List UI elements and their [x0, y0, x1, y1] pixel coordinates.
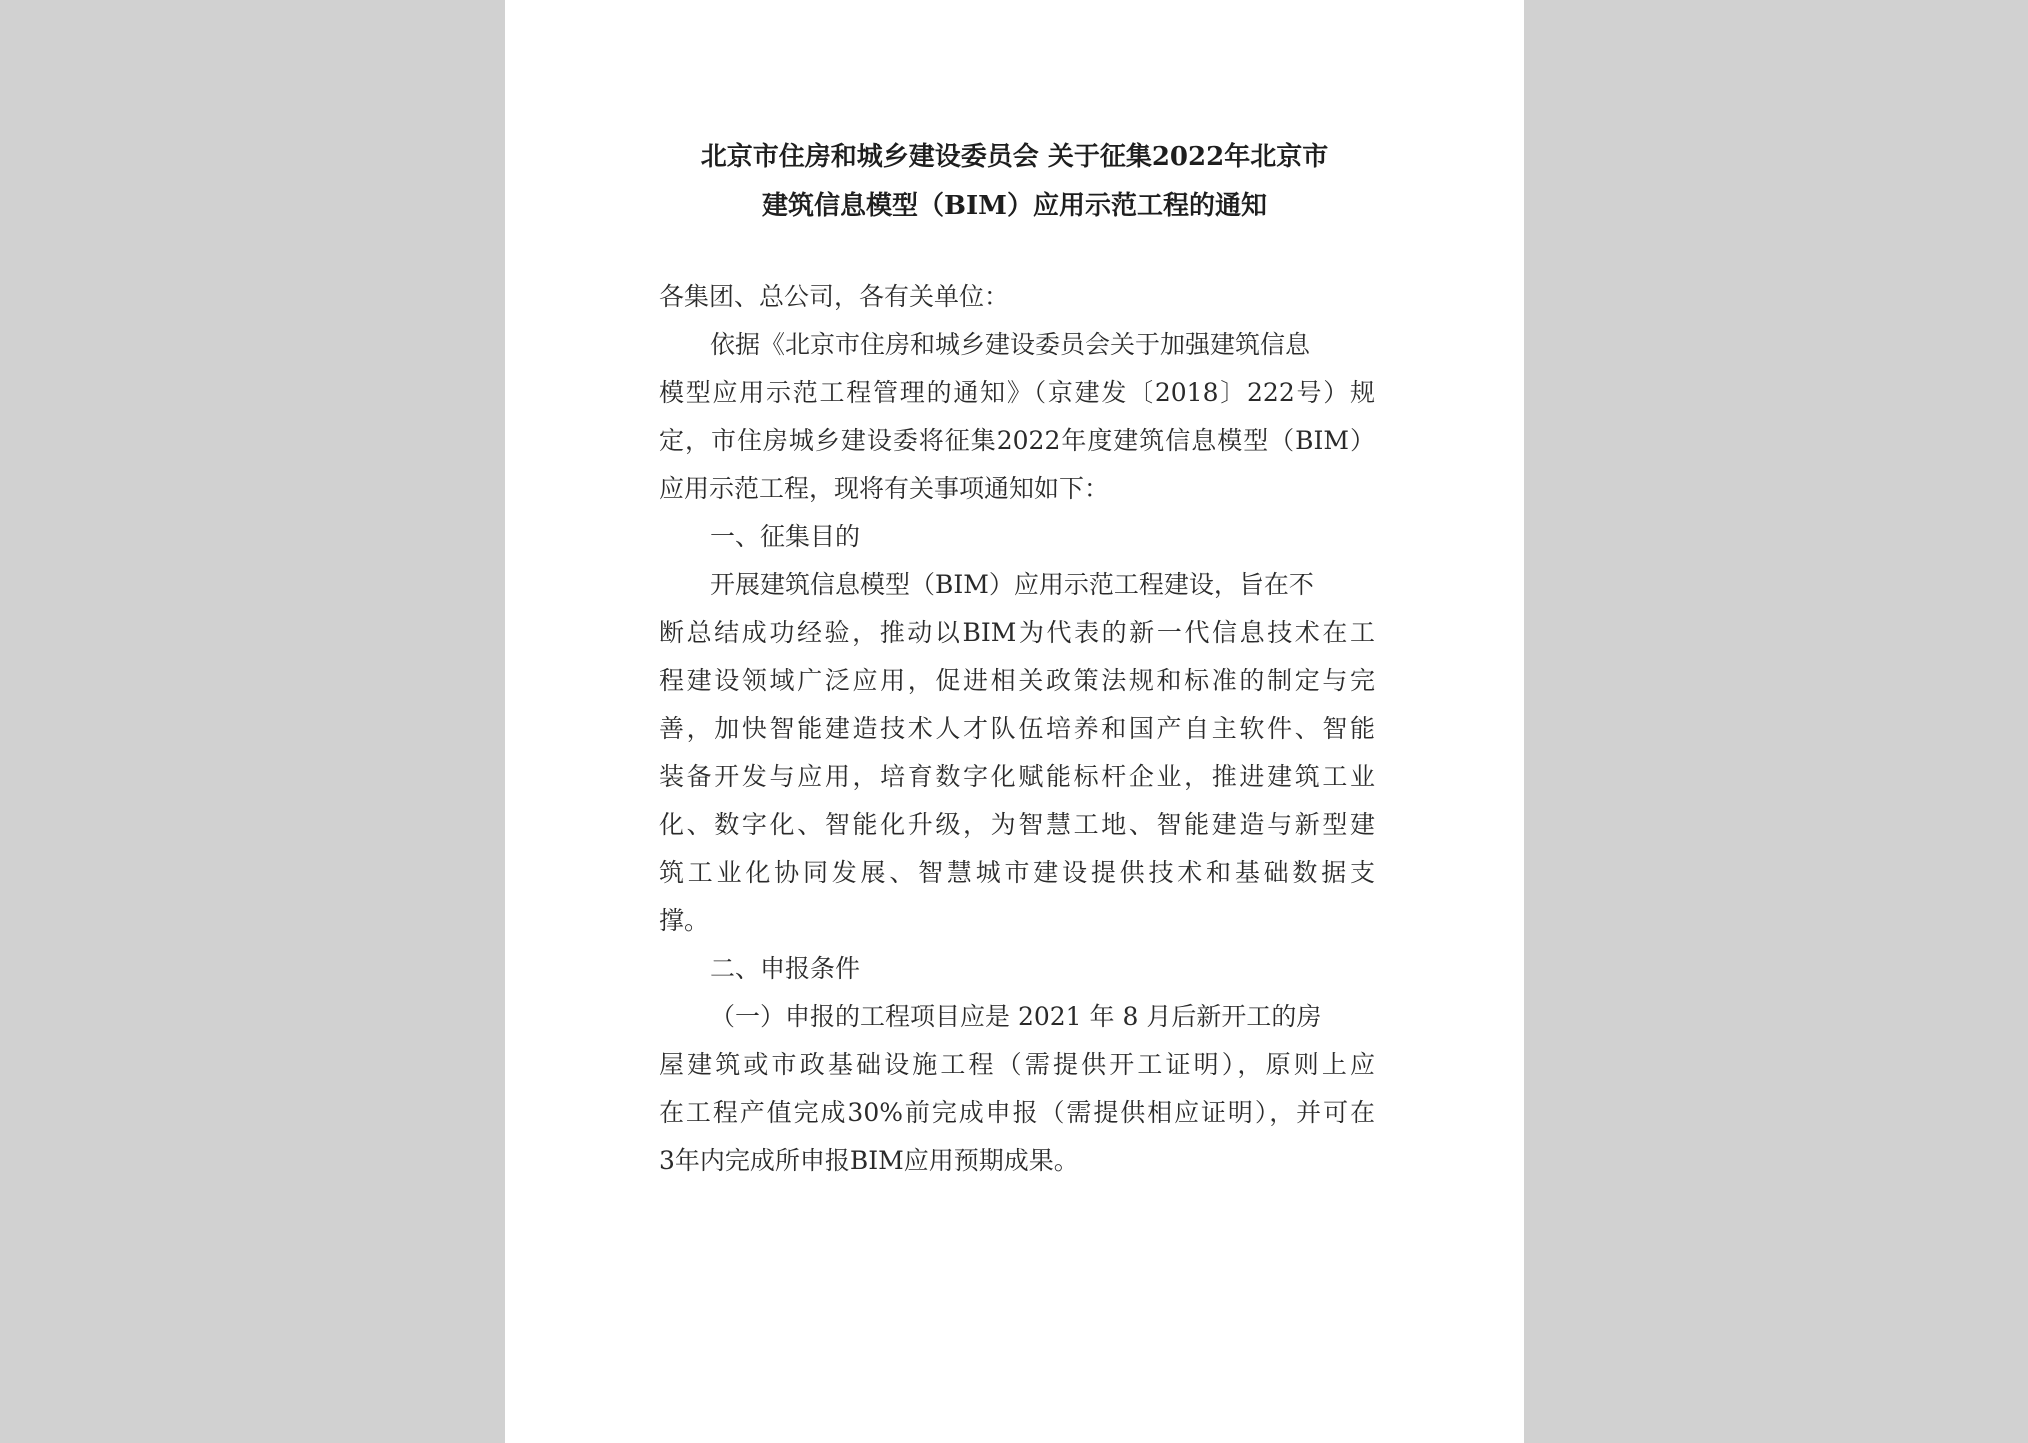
- body-line: 善，加快智能建造技术人才队伍培养和国产自主软件、智能: [659, 714, 1375, 743]
- body-line: 屋建筑或市政基础设施工程（需提供开工证明），原则上应: [659, 1050, 1375, 1079]
- body-line: 断总结成功经验，推动以BIM为代表的新一代信息技术在工: [659, 618, 1375, 647]
- body-line: 装备开发与应用，培育数字化赋能标杆企业，推进建筑工业: [659, 762, 1375, 791]
- document-title-line-2: 建筑信息模型（BIM）应用示范工程的通知: [762, 191, 1267, 221]
- body-line: 程建设领域广泛应用，促进相关政策法规和标准的制定与完: [659, 666, 1375, 695]
- body-line: 筑工业化协同发展、智慧城市建设提供技术和基础数据支: [659, 858, 1375, 887]
- body-line: 依据《北京市住房和城乡建设委员会关于加强建筑信息: [710, 330, 1311, 359]
- body-line: 化、数字化、智能化升级，为智慧工地、智能建造与新型建: [659, 810, 1375, 839]
- section-heading-1: 一、征集目的: [710, 522, 861, 551]
- body-line: 3年内完成所申报BIM应用预期成果。: [659, 1146, 1079, 1175]
- body-line: 开展建筑信息模型（BIM）应用示范工程建设，旨在不: [710, 570, 1314, 599]
- document-page: [505, 0, 1524, 1443]
- document-title-line-1: 北京市住房和城乡建设委员会 关于征集2022年北京市: [700, 142, 1329, 172]
- body-line: （一）申报的工程项目应是 2021 年 8 月后新开工的房: [710, 1002, 1322, 1031]
- body-line: 应用示范工程，现将有关事项通知如下：: [659, 474, 1110, 503]
- body-line: 模型应用示范工程管理的通知》（京建发〔2018〕222号）规: [659, 378, 1375, 407]
- body-line: 在工程产值完成30%前完成申报（需提供相应证明），并可在: [659, 1098, 1375, 1127]
- salutation: 各集团、总公司，各有关单位：: [659, 282, 1010, 311]
- body-line: 定，市住房城乡建设委将征集2022年度建筑信息模型（BIM）: [659, 426, 1375, 455]
- body-line: 撑。: [659, 906, 710, 935]
- section-heading-2: 二、申报条件: [710, 954, 861, 983]
